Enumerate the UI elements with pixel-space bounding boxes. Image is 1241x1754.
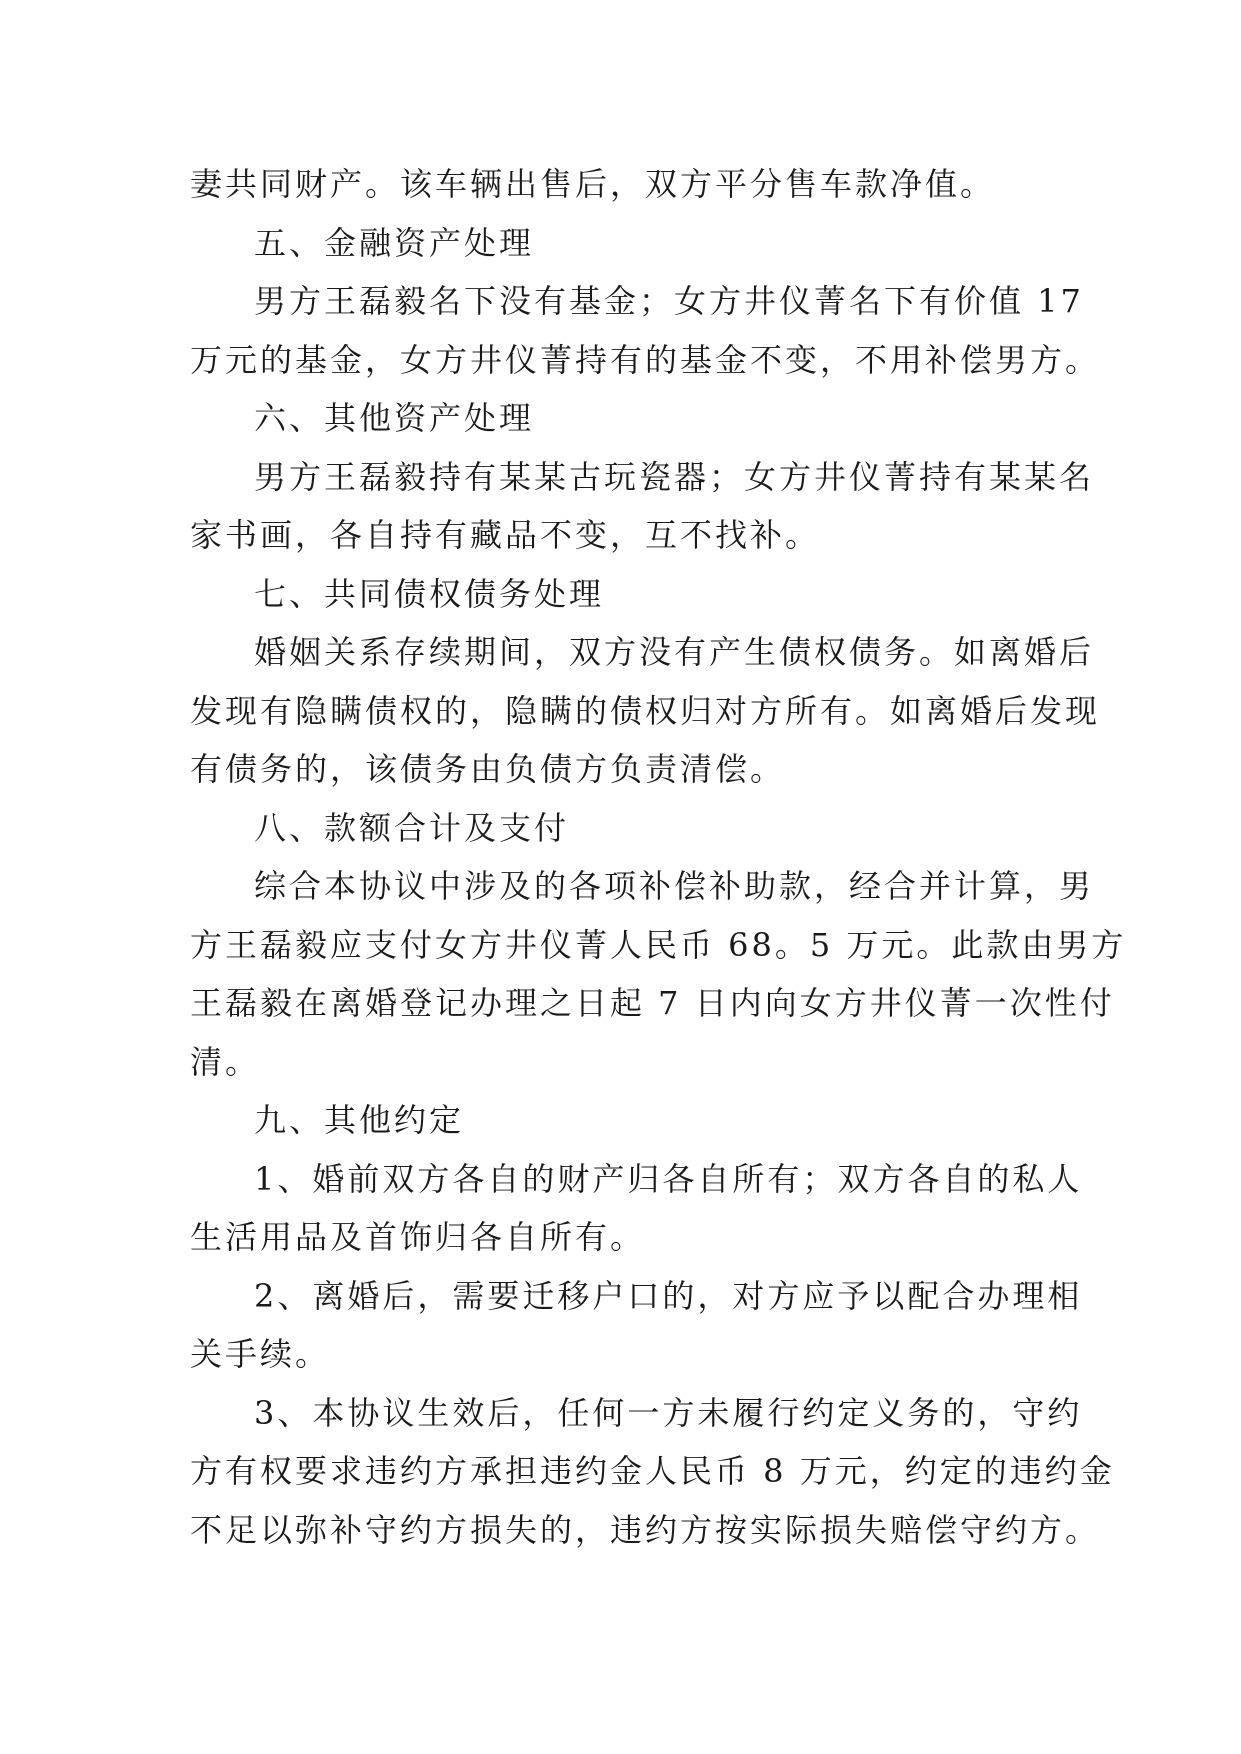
paragraph-line: 万元的基金，女方井仪菁持有的基金不变，不用补偿男方。 bbox=[190, 340, 1101, 379]
paragraph-line: 关手续。 bbox=[190, 1335, 331, 1373]
paragraph-line: 方有权要求违约方承担违约金人民币 8 万元，约定的违约金 bbox=[190, 1452, 1115, 1490]
section-heading-debts: 七、共同债权债务处理 bbox=[254, 574, 605, 613]
paragraph-line: 婚姻关系存续期间，双方没有产生债权债务。如离婚后 bbox=[254, 633, 1095, 671]
paragraph-line: 方王磊毅应支付女方井仪菁人民币 68。5 万元。此款由男方 bbox=[190, 925, 1127, 964]
paragraph-line: 清。 bbox=[190, 1042, 261, 1081]
paragraph-line: 男方王磊毅名下没有基金；女方井仪菁名下有价值 17 bbox=[254, 282, 1084, 320]
paragraph-line: 1、婚前双方各自的财产归各自所有；双方各自的私人 bbox=[254, 1159, 1083, 1198]
section-heading-payment: 八、款额合计及支付 bbox=[254, 808, 570, 847]
paragraph-line: 综合本协议中涉及的各项补偿补助款，经合并计算，男 bbox=[254, 867, 1095, 905]
paragraph-line: 3、本协议生效后，任何一方未履行约定义务的，守约 bbox=[254, 1393, 1083, 1432]
paragraph-line: 有债务的，该债务由负债方负责清偿。 bbox=[190, 750, 786, 788]
document-body bbox=[190, 155, 1127, 1559]
paragraph-line: 生活用品及首饰归各自所有。 bbox=[190, 1218, 646, 1256]
paragraph-line: 王磊毅在离婚登记办理之日起 7 日内向女方井仪菁一次性付 bbox=[190, 984, 1115, 1022]
section-heading-other-agreements: 九、其他约定 bbox=[254, 1101, 465, 1139]
paragraph-line: 家书画，各自持有藏品不变，互不找补。 bbox=[190, 516, 821, 554]
paragraph-line: 不足以弥补守约方损失的，违约方按实际损失赔偿守约方。 bbox=[190, 1510, 1101, 1549]
paragraph-line: 男方王磊毅持有某某古玩瓷器；女方井仪菁持有某某名 bbox=[254, 457, 1095, 496]
section-heading-other-assets: 六、其他资产处理 bbox=[254, 399, 535, 437]
paragraph-line: 发现有隐瞒债权的，隐瞒的债权归对方所有。如离婚后发现 bbox=[190, 691, 1101, 730]
paragraph-line: 妻共同财产。该车辆出售后，双方平分售车款净值。 bbox=[190, 165, 996, 203]
section-heading-financial-assets: 五、金融资产处理 bbox=[254, 223, 535, 262]
paragraph-line: 2、离婚后，需要迁移户口的，对方应予以配合办理相 bbox=[254, 1276, 1083, 1315]
